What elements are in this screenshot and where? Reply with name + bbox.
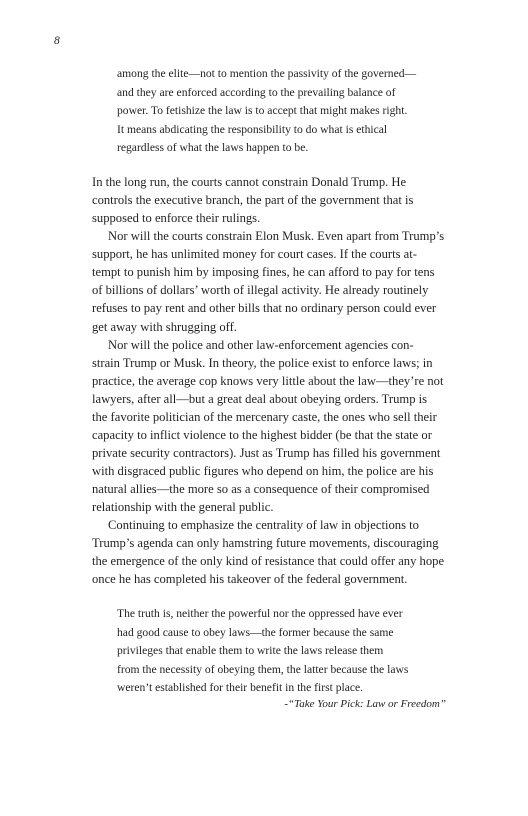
body-text — [92, 173, 472, 588]
paragraph-line: controls the executive branch, the part of the government that is — [92, 193, 414, 208]
quote-line: regardless of what the laws happen to be. — [117, 141, 309, 154]
paragraph-line: supposed to enforce their rulings. — [92, 211, 261, 226]
paragraph-line: Nor will the courts constrain Elon Musk. Even apart from Trump’s — [108, 229, 445, 244]
paragraph-line: In the long run, the courts cannot constrain Donald Trump. He — [92, 175, 407, 189]
block-quote-bottom — [117, 605, 457, 698]
quote-line: power. To fetishize the law is to accept that might makes right. — [117, 104, 408, 117]
paragraph-line: strain Trump or Musk. In theory, the police exist to enforce laws; in — [92, 355, 433, 370]
quote-line: among the elite—not to mention the passivity of the governed— — [117, 67, 417, 80]
quote-line: The truth is, neither the powerful nor the oppressed have ever — [117, 607, 403, 620]
quote-line: privileges that enable them to write the laws release them — [117, 644, 384, 657]
paragraph-line: private security contractors). Just as Trump has filled his government — [92, 445, 441, 460]
paragraph-line: with disgraced public figures who depend on him, the police are his — [92, 464, 434, 478]
paragraph-line: of billions of dollars’ worth of illegal activity. He already routinely — [92, 283, 429, 298]
quote-line: It means abdicating the responsibility to do what is ethical — [117, 122, 388, 136]
paragraph-line: capacity to inflict violence to the highest bidder (be that the state or — [92, 427, 432, 442]
quote-attribution: -“Take Your Pick: Law or Freedom” — [284, 698, 446, 710]
paragraph-line: get away with shrugging off. — [92, 319, 237, 334]
paragraph-line: refuses to pay rent and other bills that no ordinary person could ever — [92, 301, 437, 316]
paragraph-line: natural allies—the more so as a consequence of their compromised — [92, 482, 430, 497]
paragraph-line: once he has completed his takeover of the federal government. — [92, 572, 408, 587]
quote-line: from the necessity of obeying them, the latter because the laws — [117, 662, 409, 676]
block-quote-top — [117, 65, 457, 158]
paragraph-line: relationship with the general public. — [92, 500, 274, 515]
paragraph-line: Nor will the police and other law-enforcement agencies con- — [108, 337, 414, 352]
quote-line: had good cause to obey laws—the former because the same — [117, 625, 394, 639]
paragraph-line: tempt to punish him by imposing fines, he can afford to pay for tens — [92, 265, 435, 280]
paragraph-line: Trump’s agenda can only hamstring future movements, discouraging — [92, 536, 439, 551]
quote-line: and they are enforced according to the prevailing balance of — [117, 85, 396, 99]
paragraph-line: practice, the average cop knows very little about the law—they’re not — [92, 373, 444, 388]
paragraph-line: the favorite politician of the mercenary caste, the ones who sell their — [92, 409, 437, 424]
page-number: 8 — [54, 35, 60, 47]
quote-line: weren’t established for their benefit in the first place. — [117, 681, 364, 694]
paragraph-line: the emergence of the only kind of resistance that could offer any hope — [92, 554, 445, 569]
paragraph-line: support, he has unlimited money for court cases. If the courts at- — [92, 247, 417, 262]
paragraph-line: lawyers, after all—but a great deal about obeying orders. Trump is — [92, 391, 428, 406]
paragraph-line: Continuing to emphasize the centrality of law in objections to — [108, 518, 419, 533]
